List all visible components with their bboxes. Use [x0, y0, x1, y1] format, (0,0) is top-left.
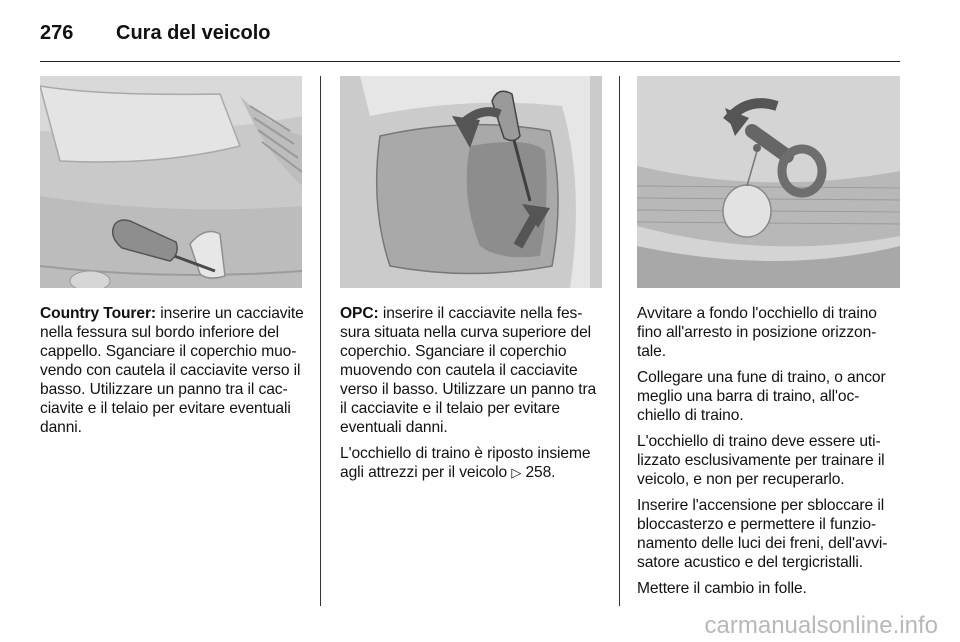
paragraph [40, 304, 304, 437]
paragraph-lead: OPC: [340, 305, 379, 322]
paragraph-text: inserire il cacciavite nella fes-sura situata nella curva superiore del coperchio. Sganciare il coperchio muovendo con cautela il cacciavite verso il basso. Utilizzare un panno tra il cacciavite e il telaio per evitare eventuali danni. [340, 305, 597, 436]
paragraph: Avvitare a fondo l'occhiello di traino fino all'arresto in posizione orizzon-tale. [637, 305, 877, 360]
illustration-tow-eye [637, 76, 900, 288]
column-divider [320, 76, 321, 606]
watermark: carmanualsonline.info [704, 612, 938, 639]
column-divider [619, 76, 620, 606]
page-reference-icon[interactable]: ▷ [511, 465, 522, 480]
paragraph [340, 444, 604, 482]
paragraph: L'occhiello di traino deve essere uti-lizzato esclusivamente per trainare il veicolo, e non per recuperarlo. [637, 433, 885, 488]
section-title: Cura del veicolo [116, 22, 271, 44]
page-header [40, 22, 271, 46]
paragraph: Collegare una fune di traino, o ancor meglio una barra di traino, all'oc-chiello di traino. [637, 369, 886, 424]
paragraph: Mettere il cambio in folle. [637, 580, 807, 597]
paragraph-text: L'occhiello di traino è riposto insieme agli attrezzi per il veicolo [340, 445, 591, 481]
page-number: 276 [40, 22, 74, 44]
paragraph-text: inserire un cacciavite nella fessura sul bordo inferiore del cappello. Sganciare il coperchio muo-vendo con cautela il cacciavite verso il basso. Utilizzare un panno tra il cac-ciavite e il telaio per evitare eventuali danni. [40, 305, 304, 436]
text-column-tow-eye [637, 304, 901, 605]
text-column-opc [340, 304, 604, 489]
header-rule [40, 61, 900, 62]
illustration-opc-cover [340, 76, 602, 288]
paragraph-lead: Country Tourer: [40, 305, 157, 322]
text-column-country-tourer [40, 304, 304, 444]
illustration-country-tourer-cap [40, 76, 302, 288]
paragraph [340, 304, 604, 437]
paragraph: Inserire l'accensione per sbloccare il bloccasterzo e permettere il funzio-namento delle luci dei freni, dell'avvi-satore acustico e del tergicristalli. [637, 497, 888, 571]
page-reference-link[interactable]: 258. [525, 464, 556, 481]
